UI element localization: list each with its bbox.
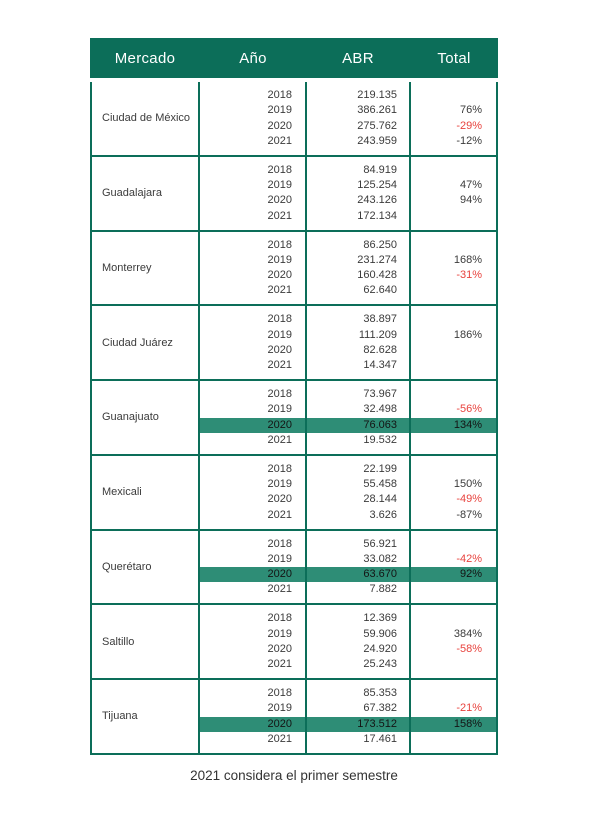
year-cell: 2019: [267, 328, 292, 341]
year-cell: 2019: [267, 552, 292, 565]
column-divider: [305, 157, 307, 230]
market-section: [92, 605, 496, 680]
market-name: Guanajuato: [92, 381, 200, 454]
total-value: -31%: [456, 269, 482, 281]
year-cell: 2018: [267, 687, 292, 699]
total-value: -56%: [456, 403, 482, 416]
market-name: Mexicali: [92, 456, 200, 529]
year-cell: 2021: [267, 359, 292, 371]
total-value: 186%: [453, 328, 482, 341]
table-footnote: 2021 considera el primer semestre: [190, 768, 398, 783]
total-value: [410, 611, 496, 626]
total-value: -49%: [456, 493, 482, 506]
abr-value: 33.082: [363, 552, 397, 565]
year-cell: 2021: [267, 658, 292, 670]
market-name: Saltillo: [92, 605, 200, 678]
market-section: [92, 306, 496, 381]
column-divider: [409, 381, 411, 454]
year-cell: 2018: [267, 163, 292, 176]
abr-value: 12.369: [363, 612, 397, 625]
total-value: [410, 387, 496, 402]
abr-value: 386.261: [357, 104, 397, 117]
abr-value: 231.274: [357, 253, 397, 266]
total-value: -58%: [456, 642, 482, 655]
year-cell: 2018: [267, 462, 292, 475]
year-cell: 2019: [267, 702, 292, 715]
market-section: [92, 381, 496, 456]
abr-value: 32.498: [363, 403, 397, 416]
market-section: [92, 680, 496, 753]
total-value: [410, 88, 496, 103]
total-value: [410, 433, 496, 448]
market-name: Monterrey: [92, 232, 200, 305]
header-col-total: Total: [437, 49, 471, 67]
column-divider: [305, 232, 307, 305]
column-divider: [305, 680, 307, 753]
total-value: 76%: [459, 104, 482, 117]
year-cell: 2018: [267, 537, 292, 550]
year-cell: 2020: [267, 119, 292, 132]
total-value: 384%: [453, 627, 482, 640]
total-value: [410, 537, 496, 552]
total-value: [410, 732, 496, 747]
market-section: [92, 82, 496, 157]
year-cell: 2021: [267, 583, 292, 596]
year-cell: 2020: [200, 717, 306, 732]
abr-value: 19.532: [363, 433, 397, 446]
year-cell: 2018: [267, 89, 292, 101]
market-section: [92, 232, 496, 307]
year-cell: 2020: [267, 269, 292, 281]
year-cell: 2021: [267, 284, 292, 297]
abr-value: 243.126: [357, 194, 397, 207]
abr-value: 125.254: [357, 179, 397, 191]
year-cell: 2019: [267, 179, 292, 191]
year-cell: 2019: [267, 403, 292, 416]
abr-value: 275.762: [357, 119, 397, 132]
abr-value: 24.920: [363, 642, 397, 655]
abr-value: 111.209: [358, 328, 397, 341]
abr-value: 76.063: [306, 418, 410, 433]
year-cell: 2018: [267, 313, 292, 326]
total-value: [410, 582, 496, 597]
column-divider: [409, 605, 411, 678]
total-value: -87%: [456, 508, 482, 521]
year-cell: 2020: [267, 343, 292, 356]
total-value: [410, 686, 496, 701]
abr-value: 67.382: [363, 702, 397, 715]
year-cell: 2019: [267, 104, 292, 117]
abr-value: 73.967: [363, 388, 397, 400]
column-divider: [409, 157, 411, 230]
market-section: [92, 531, 496, 606]
total-value: [410, 343, 496, 358]
abr-value: 7.882: [369, 583, 397, 596]
total-value: 150%: [453, 478, 482, 490]
table-header: [90, 38, 498, 78]
year-cell: 2020: [200, 567, 306, 582]
abr-value: 85.353: [363, 687, 397, 699]
column-divider: [409, 456, 411, 529]
total-value: 168%: [453, 253, 482, 266]
market-name: Tijuana: [92, 680, 200, 753]
abr-value: 63.670: [306, 567, 410, 582]
total-value: 158%: [410, 717, 496, 732]
year-cell: 2018: [267, 612, 292, 625]
total-value: -29%: [456, 119, 482, 132]
year-cell: 2021: [267, 134, 292, 147]
abr-value: 84.919: [363, 163, 397, 176]
column-divider: [409, 82, 411, 155]
year-cell: 2020: [267, 493, 292, 506]
abr-value: 38.897: [363, 313, 397, 326]
total-value: [410, 238, 496, 253]
header-col-mercado: Mercado: [114, 49, 176, 67]
total-value: 94%: [459, 194, 482, 207]
column-divider: [409, 531, 411, 604]
year-cell: 2021: [267, 433, 292, 446]
header-col-abr: ABR: [342, 49, 374, 67]
abr-value: 243.959: [357, 134, 397, 147]
column-divider: [305, 82, 307, 155]
year-cell: 2021: [267, 209, 292, 222]
total-value: [410, 283, 496, 298]
year-cell: 2020: [267, 642, 292, 655]
market-abr-table: [90, 38, 498, 755]
abr-value: 22.199: [363, 462, 397, 475]
abr-value: 82.628: [363, 343, 397, 356]
table-body: [90, 82, 498, 755]
abr-value: 173.512: [306, 717, 410, 732]
total-value: [410, 358, 496, 373]
abr-value: 25.243: [363, 658, 397, 670]
year-cell: 2018: [267, 388, 292, 400]
header-col-ano: Año: [239, 49, 267, 67]
abr-value: 28.144: [363, 493, 397, 506]
total-value: [410, 462, 496, 477]
abr-value: 59.906: [363, 627, 397, 640]
column-divider: [409, 680, 411, 753]
column-divider: [305, 381, 307, 454]
year-cell: 2020: [200, 418, 306, 433]
year-cell: 2019: [267, 627, 292, 640]
abr-value: 160.428: [357, 269, 397, 281]
total-value: [410, 657, 496, 672]
market-name: Ciudad Juárez: [92, 306, 200, 379]
market-name: Querétaro: [92, 531, 200, 604]
total-value: [410, 312, 496, 327]
abr-value: 14.347: [363, 359, 397, 371]
year-cell: 2021: [267, 732, 292, 745]
market-section: [92, 157, 496, 232]
total-value: [410, 209, 496, 224]
total-value: [410, 163, 496, 178]
abr-value: 17.461: [363, 732, 397, 745]
total-value: 134%: [410, 418, 496, 433]
column-divider: [409, 306, 411, 379]
column-divider: [409, 232, 411, 305]
market-name: Ciudad de México: [92, 82, 200, 155]
year-cell: 2019: [267, 478, 292, 490]
market-name: Guadalajara: [92, 157, 200, 230]
total-value: -12%: [456, 134, 482, 147]
abr-value: 219.135: [357, 89, 397, 101]
year-cell: 2018: [267, 238, 292, 251]
abr-value: 86.250: [363, 238, 397, 251]
total-value: -21%: [456, 702, 482, 715]
column-divider: [305, 531, 307, 604]
column-divider: [305, 605, 307, 678]
year-cell: 2020: [267, 194, 292, 207]
abr-value: 55.458: [363, 478, 397, 490]
year-cell: 2019: [267, 253, 292, 266]
column-divider: [305, 306, 307, 379]
total-value: 92%: [410, 567, 496, 582]
column-divider: [305, 456, 307, 529]
total-value: 47%: [459, 179, 482, 191]
market-section: [92, 456, 496, 531]
abr-value: 56.921: [363, 537, 397, 550]
abr-value: 62.640: [363, 284, 397, 297]
abr-value: 3.626: [369, 508, 397, 521]
total-value: -42%: [456, 552, 482, 565]
year-cell: 2021: [267, 508, 292, 521]
abr-value: 172.134: [357, 209, 397, 222]
